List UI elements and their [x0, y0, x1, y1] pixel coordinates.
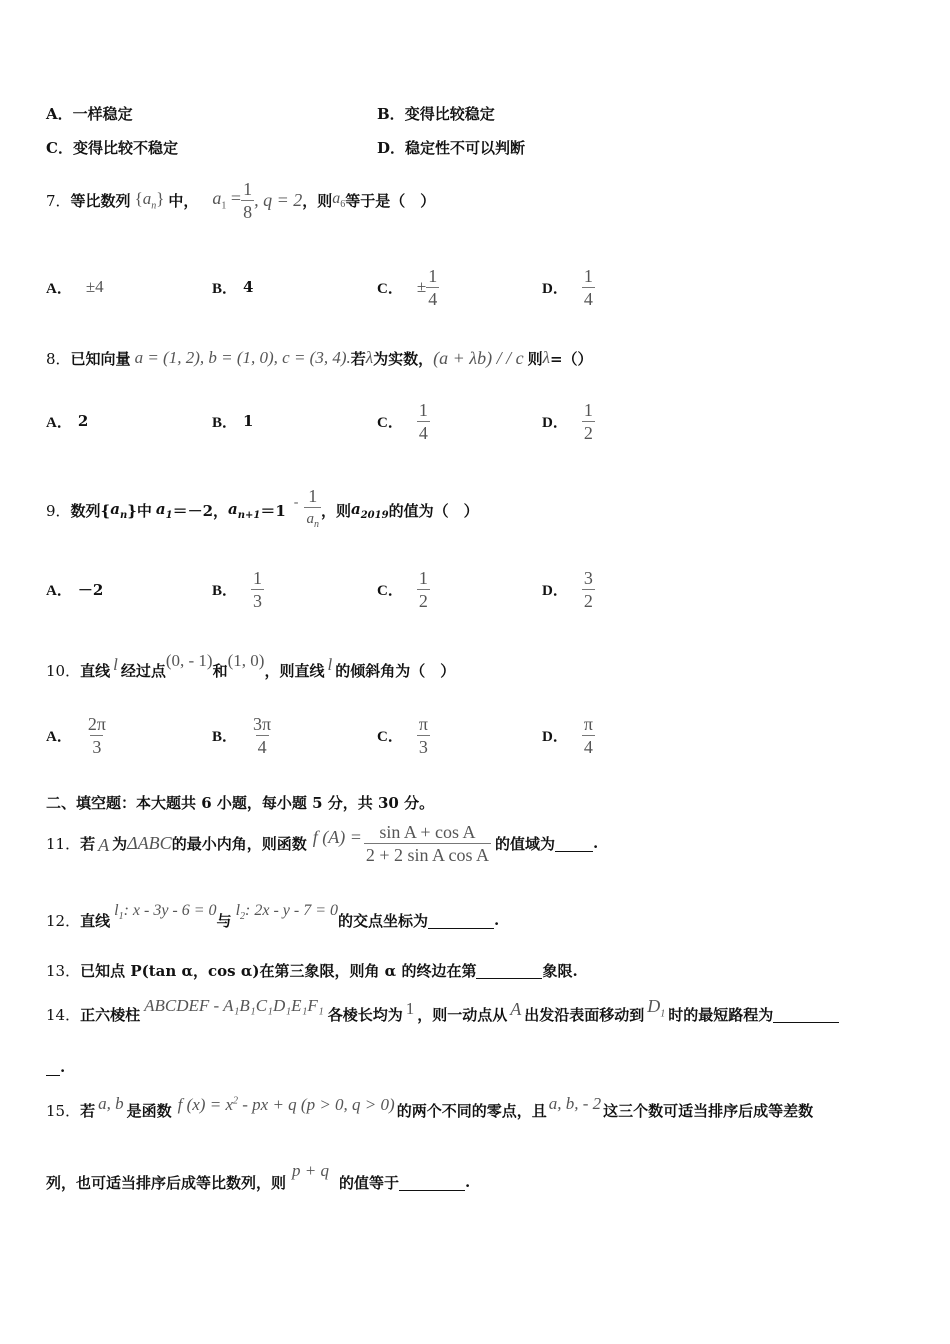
- q6-option-a: [46, 103, 133, 124]
- angle-a: A: [98, 834, 110, 855]
- q7-option-b: [212, 262, 253, 312]
- option-label: C．: [377, 728, 403, 745]
- option-text: 一样稳定: [72, 105, 133, 123]
- question-text: 的交点坐标为: [338, 911, 429, 930]
- vectors-expr: a = (1, 2), b = (1, 0), c = (3, 4).: [134, 348, 351, 367]
- q9-option-b: [212, 562, 264, 616]
- period: .: [465, 1173, 471, 1191]
- question-number: 11．: [46, 834, 81, 853]
- p-plus-q: p + q: [292, 1161, 329, 1180]
- question-7: [46, 172, 435, 228]
- question-text: 若: [80, 834, 96, 853]
- lambda-symbol: λ: [365, 348, 374, 367]
- question-text: 已知点 P(tan α，cos α)在第三象限，则角 α 的终边在第: [80, 962, 477, 980]
- period: .: [60, 1058, 66, 1076]
- question-text: ，则: [320, 501, 351, 520]
- q7-option-c: [377, 262, 439, 312]
- question-text: ，则一动点从: [417, 1005, 508, 1024]
- question-text: ，则: [302, 191, 333, 210]
- question-number: 14．: [46, 1005, 81, 1024]
- section-title: 二、填空题：本大题共 6 小题，每小题 5 分，共 30 分。: [46, 794, 435, 812]
- question-8: [46, 336, 593, 380]
- sequence-notation: $\{a_n\}$: [134, 188, 165, 212]
- question-number: 9．: [46, 501, 71, 520]
- option-label: B．: [212, 728, 238, 745]
- option-label: C．: [377, 280, 403, 297]
- q10-option-b: [212, 708, 273, 762]
- option-label: A．: [46, 105, 73, 123]
- q8-option-a: [46, 396, 88, 446]
- option-value: 1: [243, 412, 254, 430]
- option-text: 变得比较稳定: [404, 105, 495, 123]
- question-11: [46, 818, 598, 868]
- q9-option-d: [542, 562, 595, 616]
- option-fraction: $\frac{1}{4}$: [418, 399, 428, 443]
- question-text: 的值域为: [495, 834, 556, 853]
- a6-term: $a_6$: [332, 189, 346, 211]
- period: .: [494, 911, 500, 929]
- answer-blank[interactable]: [476, 962, 542, 979]
- a2019-term: $a_{2019}$: [350, 499, 389, 521]
- zeros-ab: a, b: [98, 1094, 124, 1113]
- first-term-expr: $a_1$ =: [212, 188, 242, 212]
- answer-blank[interactable]: [399, 1174, 465, 1191]
- option-label: C．: [46, 139, 73, 157]
- point-d1: $D_1$: [647, 996, 666, 1020]
- question-number: 15．: [46, 1101, 81, 1120]
- question-text: 是函数: [126, 1101, 172, 1120]
- question-text: 时的最短路程为: [668, 1005, 774, 1024]
- question-text: 的值等于: [339, 1173, 400, 1192]
- option-label: C．: [377, 582, 403, 599]
- option-label: B．: [212, 280, 238, 297]
- option-value: 2: [77, 412, 89, 430]
- q8-option-b: [212, 396, 253, 446]
- question-text: 正六棱柱: [80, 1005, 141, 1024]
- option-label: B．: [377, 105, 405, 123]
- answer-blank[interactable]: [555, 835, 593, 852]
- point-2: (1, 0): [227, 651, 265, 670]
- point-a: A: [510, 998, 522, 1019]
- question-9: [46, 480, 479, 540]
- question-number: 10．: [46, 661, 81, 680]
- answer-blank[interactable]: [428, 912, 494, 929]
- option-value: ±4: [85, 277, 104, 296]
- question-number: 13．: [46, 962, 81, 980]
- line-l: l: [327, 655, 333, 674]
- an1-term: $a_{n+1}$: [228, 499, 261, 521]
- option-label: D．: [542, 414, 568, 431]
- first-term-fraction: $\frac{1}{8}$: [243, 178, 253, 222]
- question-15-line-2: [46, 1160, 470, 1204]
- triangle-abc: ΔABC: [127, 832, 172, 853]
- option-fraction: $\frac{1}{2}$: [583, 399, 593, 443]
- prism-name: ABCDEF - A₁B₁C₁D₁E₁F₁: [144, 996, 324, 1015]
- an-term: $a_n$: [110, 499, 128, 521]
- q9-option-a: [46, 562, 103, 616]
- question-text: 的倾斜角为（ ）: [335, 661, 456, 680]
- question-text: 出发沿表面移动到: [524, 1005, 645, 1024]
- question-text: }中: [127, 501, 152, 520]
- option-label: C．: [377, 414, 403, 431]
- question-text: 的最小内角，则函数: [171, 834, 307, 853]
- option-fraction: $\frac{3}{2}$: [583, 567, 593, 611]
- line-l: l: [113, 655, 118, 674]
- question-text: ，则直线: [264, 661, 325, 680]
- option-fraction: $\frac{1}{3}$: [253, 567, 263, 611]
- function-lhs: f (A) =: [312, 826, 362, 847]
- question-text: 已知向量: [70, 349, 131, 368]
- three-numbers: a, b, - 2: [548, 1094, 602, 1113]
- question-text: 的两个不同的零点，且: [396, 1101, 547, 1120]
- period: .: [593, 834, 599, 852]
- q10-option-c: [377, 708, 430, 762]
- question-text: 和: [212, 661, 228, 680]
- recurrence-fraction: $\frac{1}{a_n}$: [304, 486, 321, 535]
- q8-option-c: [377, 396, 430, 446]
- question-text: 等比数列: [70, 191, 131, 210]
- option-fraction: $\frac{\pi}{3}$: [418, 713, 428, 757]
- question-text: 的值为（ ）: [388, 501, 479, 520]
- question-text: 等于是（ ）: [345, 191, 436, 210]
- q6-option-d: [377, 137, 525, 158]
- question-10: [46, 648, 455, 692]
- question-text: ＝1: [260, 501, 286, 520]
- option-fraction: $\frac{2\pi}{3}$: [87, 713, 106, 757]
- q10-option-a: [46, 708, 108, 762]
- option-fraction: $\frac{\pi}{4}$: [583, 713, 593, 757]
- question-15: [46, 1088, 813, 1132]
- question-text: 数列{: [70, 501, 111, 520]
- option-label: A．: [46, 582, 72, 599]
- question-text: 列，也可适当排序后成等比数列，则: [46, 1173, 287, 1192]
- parallel-condition: (a + λb) / / c: [433, 347, 524, 368]
- option-fraction: $\frac{1}{4}$: [583, 265, 593, 309]
- question-14-continued: [46, 1058, 65, 1076]
- question-text: 直线: [80, 911, 111, 930]
- option-label: A．: [46, 414, 72, 431]
- question-text: 经过点: [120, 661, 166, 680]
- function-fraction: $\frac{\text{sin A + cos A}}{\text{2 + 2 sin A cos A}}$: [365, 821, 490, 865]
- option-value: 4: [243, 278, 254, 296]
- question-text: =（）: [549, 349, 593, 368]
- question-text: 为: [112, 834, 128, 853]
- q10-option-d: [542, 708, 595, 762]
- option-label: D．: [542, 582, 568, 599]
- q7-option-d: [542, 262, 595, 312]
- question-text: 为实数，: [373, 349, 434, 368]
- q7-option-a: [46, 262, 104, 312]
- option-label: D．: [542, 728, 568, 745]
- option-fraction: $\frac{3\pi}{4}$: [253, 713, 272, 757]
- q6-option-b: [377, 103, 495, 124]
- question-number: 8．: [46, 349, 71, 368]
- question-text: ＝－2，: [172, 501, 229, 520]
- line-2-eq: $l_2$: 2x - y - 7 = 0: [235, 901, 338, 923]
- option-label: B．: [212, 414, 238, 431]
- question-text: 中，: [168, 191, 199, 210]
- question-number: 12．: [46, 911, 81, 930]
- option-label: B．: [212, 582, 238, 599]
- question-text: 这三个数可适当排序后成等差数: [603, 1101, 814, 1120]
- q9-option-c: [377, 562, 430, 616]
- answer-blank-continued[interactable]: [46, 1059, 60, 1076]
- option-fraction: $\frac{1}{4}$: [428, 265, 438, 309]
- question-text: 则: [527, 349, 543, 368]
- ratio-expr: , q = 2: [254, 189, 303, 210]
- plus-minus: ±: [416, 277, 427, 296]
- minus-sign: -: [293, 495, 299, 510]
- question-text: 若: [350, 349, 366, 368]
- question-number: 7．: [46, 191, 71, 210]
- point-1: (0, - 1): [165, 651, 213, 670]
- question-text: 象限.: [542, 962, 578, 980]
- a1-term: $a_1$: [155, 499, 173, 521]
- question-14: [46, 992, 839, 1036]
- option-label: A．: [46, 728, 72, 745]
- option-fraction: $\frac{1}{2}$: [418, 567, 428, 611]
- option-text: 变得比较不稳定: [72, 139, 178, 157]
- q6-option-c: [46, 137, 178, 158]
- question-text: 与: [216, 911, 232, 930]
- option-label: D．: [542, 280, 568, 297]
- lambda-symbol: λ: [542, 348, 550, 367]
- question-text: 直线: [80, 661, 111, 680]
- question-12: [46, 900, 499, 940]
- q8-option-d: [542, 396, 595, 446]
- option-label: D．: [377, 139, 406, 157]
- question-text: 若: [80, 1101, 96, 1120]
- option-label: A．: [46, 280, 72, 297]
- question-text: 各棱长均为: [327, 1005, 403, 1024]
- option-value: －2: [77, 580, 104, 599]
- question-13: [46, 960, 578, 981]
- edge-length: 1: [405, 999, 415, 1018]
- line-1-eq: $l_1$: x - 3y - 6 = 0: [114, 901, 217, 923]
- answer-blank[interactable]: [773, 1006, 839, 1023]
- option-text: 稳定性不可以判断: [405, 139, 526, 157]
- function-expr: f $(x) = x^2$ - px + q (p > 0, q > 0): [177, 1095, 395, 1114]
